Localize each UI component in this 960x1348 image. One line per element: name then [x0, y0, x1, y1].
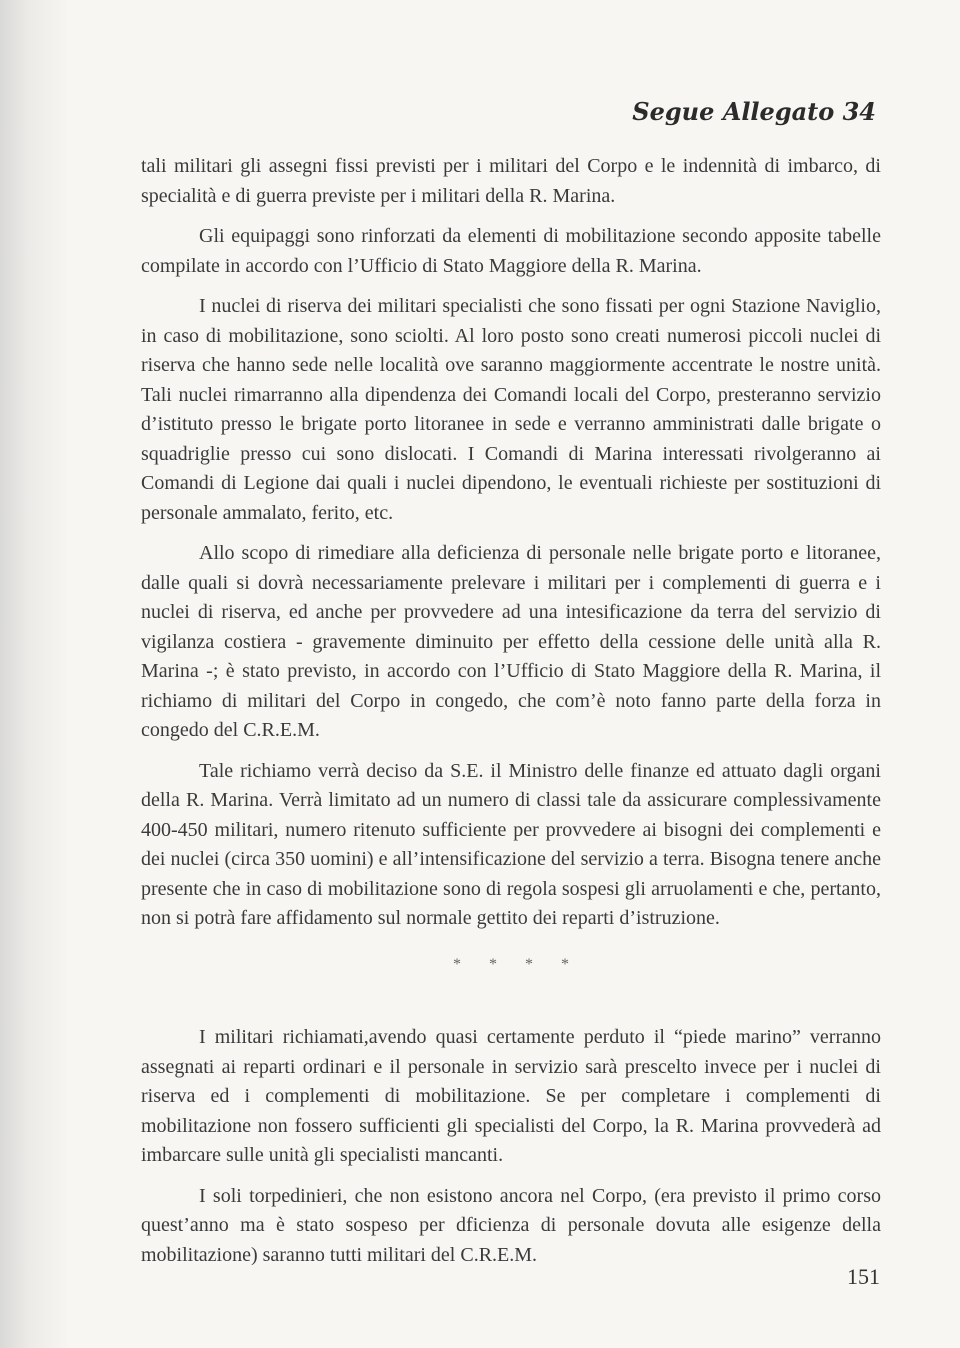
paragraph: I militari richiamati,avendo quasi certamente perduto il “piede marino” verranno assegnati ai reparti ordinari e il personale in servizio sarà prescelto invece per i nuclei di riserva ed i complementi di mobilitazione. Se per completare i complementi di mobilitazione non fossero sufficienti gli specialisti del Corpo, la R. Marina provvederà ad imbarcare sulle unità gli specialisti mancanti.: [141, 1026, 881, 1166]
paragraph: Gli equipaggi sono rinforzati da elementi di mobilitazione secondo apposite tabelle compilate in accordo con l’Ufficio di Stato Maggiore della R. Marina.: [141, 225, 881, 277]
page-number: 151: [847, 1264, 880, 1289]
paragraph: I nuclei di riserva dei militari specialisti che sono fissati per ogni Stazione Naviglio, in caso di mobilitazione, sono sciolti. Al loro posto sono creati numerosi piccoli nuclei di riserva che hanno sede nelle località ove saranno maggiormente accentrate le nostre unità. Tali nuclei rimarranno alla dipendenza dei Comandi locali del Corpo, presteranno servizio d’istituto presso le brigate porto litoranee in sede e verranno amministrati dalle brigate o squadriglie presso cui sono dislocati. I Comandi di Marina interessati rivolgeranno ai Comandi di Legione dai quali i nuclei dipendono, le eventuali richieste per sostituzioni di personale ammalato, ferito, etc.: [141, 295, 881, 524]
section-separator: * * * *: [453, 955, 581, 973]
body-text: [141, 152, 881, 1270]
paragraph: Tale richiamo verrà deciso da S.E. il Ministro delle finanze ed attuato dagli organi della R. Marina. Verrà limitato ad un numero di classi tale da assicurare complessivamente 400-450 militari, numero ritenuto sufficiente per provvedere ai bisogni dei complementi e dei nuclei (circa 350 uomini) e all’intensificazione del servizio a terra. Bisogna tenere anche presente che in caso di mobilitazione sono di regola sospesi gli arruolamenti e che, pertanto, non si potrà fare affidamento sul normale gettito dei reparti d’istruzione.: [141, 759, 881, 929]
paragraph: tali militari gli assegni fissi previsti per i militari del Corpo e le indennità di imbarco, di specialità e di guerra previste per i militari della R. Marina.: [141, 155, 881, 207]
paragraph: I soli torpedinieri, che non esistono ancora nel Corpo, (era previsto il primo corso quest’anno ma è stato sospeso per dficienza di personale dovuta alle esigenze della mobilitazione) saranno tutti militari del C.R.E.M.: [141, 1184, 881, 1266]
page-header: Segue Allegato 34: [632, 97, 876, 126]
paragraph: Allo scopo di rimediare alla deficienza di personale nelle brigate porto e litoranee, dalle quali si dovrà necessariamente prelevare i militari per i complementi di guerra e i nuclei di riserva, ed anche per provvedere ad una intesificazione da terra del servizio di vigilanza costiera - gravemente diminuito per effetto della cessione delle unità alla R. Marina -; è stato previsto, in accordo con l’Ufficio di Stato Maggiore della R. Marina, il richiamo di militari del Corpo in congedo, che com’è noto fanno parte della forza in congedo del C.R.E.M.: [141, 542, 881, 741]
